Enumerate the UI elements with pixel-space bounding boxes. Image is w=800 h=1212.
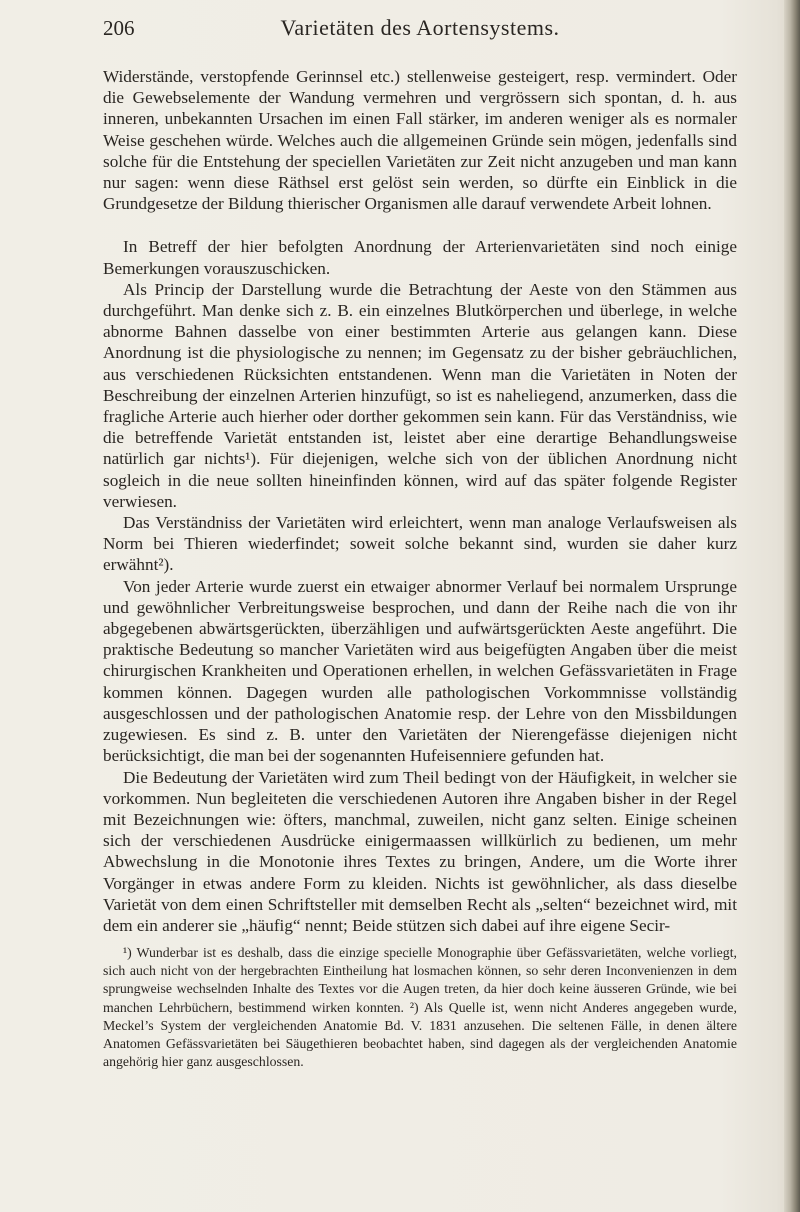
paragraph: In Betreff der hier befolgten Anordnung der Arterienvarietäten sind noch einige Bemerkungen vorauszuschicken. (103, 237, 737, 278)
paragraph: Die Bedeutung der Varietäten wird zum Theil bedingt von der Häufigkeit, in welcher sie vorkommen. Nun begleiteten die verschiedenen Autoren ihre Angaben bisher in der Regel mit Bezeichnungen wie: öfters, manchmal, zuweilen, nicht ganz selten. Einige scheinen sich der verschiedenen Ausdrücke einigermaassen willkürlich zu bedienen, um mehr Abwechslung in die Monotonie ihres Textes zu bringen, Andere, um die Worte ihrer Vorgänger in etwas andere Form zu kleiden. Nichts ist gewöhnlicher, als dass dieselbe Varietät von dem einen Schriftsteller mit demselben Recht als „selten“ bezeichnet wird, mit dem ein anderer sie „häufig“ nennt; Beide stützen sich dabei auf ihre eigene Secir- (103, 767, 737, 935)
paragraph: Von jeder Arterie wurde zuerst ein etwaiger abnormer Verlauf bei normalem Ursprunge und gewöhnlicher Verbreitungsweise besprochen, und dann der Reihe nach die von ihr abgegebenen abwärtsgerückten, überzähligen und aufwärtsgerückten Aeste angeführt. Die praktische Bedeutung so mancher Varietäten wird aus beigefügten Angaben über die meist chirurgischen Krankheiten und Operationen erhellen, in welchen Gefässvarietäten in Frage kommen können. Dagegen wurden alle pathologischen Vorkommnisse vollständig ausgeschlossen und der pathologischen Anatomie resp. der Lehre von den Missbildungen zugewiesen. Es sind z. B. unter den Varietäten der Nierengefässe diejenigen nicht berücksichtigt, die man bei der sogenannten Hufeisenniere gefunden hat. (103, 576, 737, 766)
body-text (103, 66, 737, 936)
paragraph: Widerstände, verstopfende Gerinnsel etc.) stellenweise gesteigert, resp. vermindert. Oder die Gewebselemente der Wandung vermehren und vergrössern sich spontan, d. h. aus inneren, unbekannten Ursachen im einen Fall stärker, im anderen weniger als es normaler Weise geschehen würde. Welches auch die allgemeinen Gründe sein mögen, jedenfalls sind solche für die Entstehung der speciellen Varietäten zur Zeit nicht anzugeben und man kann nur sagen: wenn diese Räthsel erst gelöst sein werden, so dürfte ein Einblick in die Grundgesetze der Bildung thierischer Organismen alle darauf verwendete Arbeit lohnen. (103, 67, 737, 214)
page-number: 206 (103, 16, 135, 40)
footnote: ¹) Wunderbar ist es deshalb, dass die einzige specielle Monographie über Gefässvarietäten, welche vorliegt, sich auch nicht von der hergebrachten Eintheilung hat losmachen können, so sehr deren Inconvenienzen in dem sprungweise wechselnden Inhalte des Textes vor die Augen treten, da hier doch keine äusseren Gründe, wie bei manchen Lehrbüchern, bestimmend wirken konnten. ²) Als Quelle ist, wenn nicht Anderes angegeben wurde, Meckel’s System der vergleichenden Anatomie Bd. V. 1831 anzusehen. Die seltenen Fälle, in denen ältere Anatomen Gefässvarietäten bei Säugethieren beobachtet haben, sind dagegen als der vergleichenden Anatomie angehörig hier ganz ausgeschlossen. (103, 945, 737, 1070)
paragraph: Als Princip der Darstellung wurde die Betrachtung der Aeste von den Stämmen aus durchgeführt. Man denke sich z. B. ein einzelnes Blutkörperchen und überlege, in welche abnorme Bahnen dasselbe von einer bestimmten Arterie aus gelangen kann. Diese Anordnung ist die physiologische zu nennen; im Gegensatz zu der bisher gebräuchlichen, aus verschiedenen Rücksichten entstandenen. Wenn man die Varietäten in Noten der Beschreibung der einzelnen Arterien hinzufügt, so ist es naheliegend, anzumerken, dass die fragliche Arterie auch hierher oder dorther gekommen sein kann. Für das Verständniss, wie die betreffende Varietät entstanden ist, leistet aber eine derartige Behandlungsweise natürlich gar nichts¹). Für diejenigen, welche sich von der üblichen Anordnung nicht sogleich in die neue sollten hineinfinden können, wird auf das später folgende Register verwiesen. (103, 279, 737, 511)
page-edge-shadow (784, 0, 800, 1212)
paragraph: Das Verständniss der Varietäten wird erleichtert, wenn man analoge Verlaufsweisen als Norm bei Thieren wiederfindet; soweit solche bekannt sind, wurden sie daher kurz erwähnt²). (103, 513, 737, 575)
page-header (103, 10, 737, 44)
running-title: Varietäten des Aortensystems. (280, 15, 560, 40)
footnotes (103, 944, 737, 1071)
